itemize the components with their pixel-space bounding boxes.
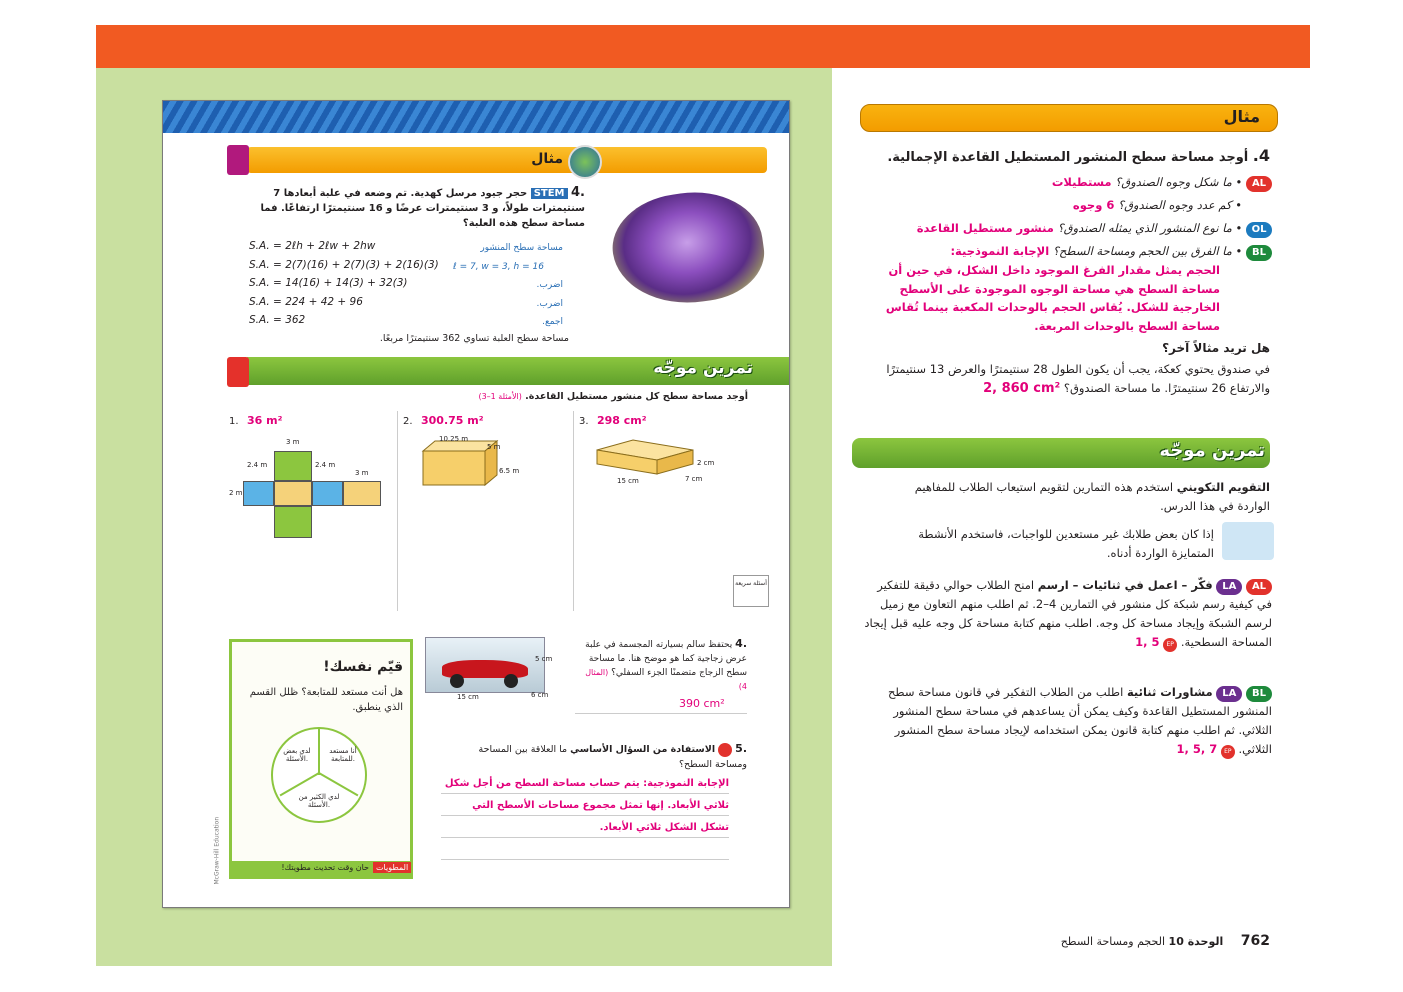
formative-title: التقويم التكويني [1176, 480, 1270, 494]
bullet-question: ما نوع المنشور الذي يمثله الصندوق؟ [1057, 221, 1232, 235]
note-line: اجمع. [542, 317, 563, 327]
answer-line [441, 793, 729, 794]
not-ready-text: إذا كان بعض طلابك غير مستعدين للواجبات، فاستخدم الأنشطة المتمايزة الواردة أدناه. [918, 527, 1214, 560]
ep-icon: EP [1221, 745, 1235, 759]
pair-exercise-list: 1, 5, 7 [1176, 742, 1218, 756]
exercise-3-number: 3. [579, 416, 589, 427]
guided-practice-heading: تمرين موجّه [1159, 440, 1265, 461]
bullet-row: OL • ما نوع المنشور الذي يمثله الصندوق؟ منشور مستطيل القاعدة [862, 217, 1272, 240]
exercise-4-number: .4 [735, 637, 747, 650]
conclusion: مساحة سطح العلبة تساوي 362 سنتيمترًا مربعًا. [379, 333, 569, 344]
equations [249, 237, 449, 330]
pair-discussion [862, 683, 1272, 759]
tutor-icon [227, 145, 249, 175]
foldables-label: المطويات [373, 862, 411, 873]
exercise-2-number: 2. [403, 416, 413, 427]
ep-icon: EP [1163, 638, 1177, 652]
geode-image [606, 183, 770, 313]
dim-label: 15 cm [617, 477, 639, 485]
pie-label: أنا مستعد للمتابعة. [329, 747, 357, 763]
header-stripe [163, 101, 789, 133]
dim-label: 3 m [286, 438, 300, 446]
exercise-5-title: الاستفادة من السؤال الأساسي [570, 744, 716, 755]
level-badge-la: LA [1216, 579, 1242, 595]
quick-questions-note: أسئلة سريعة [733, 575, 769, 607]
equation-line: S.A. = 2(7)(16) + 2(7)(3) + 2(16)(3) [249, 258, 439, 271]
formative-text: استخدم هذه التمارين لتقويم استيعاب الطلاب للمفاهيم الواردة في هذا الدرس. [914, 480, 1270, 513]
bullet-question: ما شكل وجوه الصندوق؟ [1115, 175, 1232, 189]
dim-label: 5 m [487, 443, 501, 451]
pie-label: لدي الكثير من الأسئلة. [298, 793, 340, 809]
problem-4 [235, 185, 585, 231]
question-4-text: أوجد مساحة سطح المنشور المستطيل القاعدة الإجمالية. [887, 150, 1249, 165]
another-example-text: في صندوق يحتوي كعكة، يجب أن يكون الطول 28 سنتيمترًا والعرض 13 سنتيمترًا والارتفاع 26 سنتيمترًا. ما مساحة الصندوق؟ [886, 362, 1270, 395]
bullet-question: كم عدد وجوه الصندوق؟ [1118, 198, 1232, 212]
level-badge-la: LA [1216, 686, 1242, 702]
pair-exercises [1176, 742, 1234, 756]
instruction [413, 391, 748, 402]
level-badge: OL [1246, 222, 1272, 238]
unit-title: الحجم ومساحة السطح [1060, 935, 1166, 948]
globe-icon [568, 145, 602, 179]
guided-practice-title: تمرين موجّه [653, 358, 753, 378]
check-icon [227, 357, 249, 387]
answer-line [441, 859, 729, 860]
pair-title: مشاورات ثنائية [1126, 685, 1213, 699]
bullet-answer: الإجابة النموذجية: [950, 244, 1050, 258]
exercise-1-net [229, 436, 389, 546]
dim-label: 3 m [355, 469, 369, 477]
exercise-5-number: .5 [735, 742, 747, 755]
level-badge-bl: BL [1246, 686, 1272, 702]
exercise-5 [453, 741, 747, 772]
equation-line: S.A. = 224 + 42 + 96 [249, 295, 363, 308]
bullet-row: AL • ما شكل وجوه الصندوق؟ مستطيلات [862, 171, 1272, 194]
question-4 [866, 146, 1270, 165]
another-example-answer: 2, 860 cm² [983, 380, 1061, 396]
student-page [162, 100, 790, 908]
bullet-answer: 6 وجوه [1072, 198, 1115, 212]
equation-line: S.A. = 14(16) + 14(3) + 32(3) [249, 277, 408, 289]
level-badge: BL [1246, 245, 1272, 261]
column-divider [573, 411, 574, 611]
dim-label: 10.25 m [439, 435, 469, 443]
question-bullets [862, 171, 1272, 263]
another-example [866, 360, 1270, 398]
bullet-row: • كم عدد وجوه الصندوق؟ 6 وجوه [1072, 198, 1242, 212]
note-line: مساحة سطح المنشور [480, 243, 563, 253]
exercise-4 [575, 637, 747, 694]
bullet-answer: منشور مستطيل القاعدة [916, 221, 1054, 235]
think-title: فكّر – اعمل في ثنائيات – ارسم [1037, 578, 1213, 592]
exercise-5-text: ما العلاقة بين المساحة ومساحة السطح؟ [478, 744, 747, 770]
dim-label: 2.4 m [247, 461, 268, 469]
answer-line [441, 837, 729, 838]
problem-text: حجر جيود مرسل كهدية. تم وضعه في علبة أبعادها 7 سنتيمترات طولاً، و 3 سنتيمترات عرضًا و 16 سنتيمترًا ارتفاعًا. فما مساحة سطح هذه العلبة؟ [260, 188, 585, 229]
page-footer [1000, 933, 1270, 949]
stem-badge: STEM [531, 188, 568, 199]
pair-text: اطلب من الطلاب التفكير في قانون مساحة سطح المنشور المستطيل القاعدة وكيف يمكن أن يساعدهم في مساحة سطح المنشور الثلاثي. ثم اطلب منهم كتابة قانون يمكن استخدامه لإيجاد مساحة سطح المنشور الثلاثي. [888, 685, 1272, 756]
note-line: اضرب. [536, 298, 563, 309]
bullet-row: BL • ما الفرق بين الحجم ومساحة السطح؟ الإجابة النموذجية: [862, 240, 1272, 263]
foldables-text: حان وقت تحديث مطويتك! [281, 863, 369, 872]
instruction-text: أوجد مساحة سطح كل منشور مستطيل القاعدة. [525, 391, 748, 402]
level-badge: AL [1246, 176, 1272, 192]
pie-divider [318, 729, 320, 775]
think-exercise-list: 1, 5 [1135, 635, 1160, 649]
pie-label: لدي بعض الأسئلة. [283, 747, 311, 763]
exercise-2-prism [413, 431, 533, 501]
bullet-question: ما الفرق بين الحجم ومساحة السطح؟ [1052, 244, 1232, 258]
another-example-title: هل تريد مثالاً آخر؟ [1162, 341, 1270, 355]
note-line: اضرب. [536, 280, 563, 290]
note-line: ℓ = 7, w = 3, h = 16 [453, 261, 544, 272]
equation-line: S.A. = 2ℓh + 2ℓw + 2hw [249, 240, 376, 252]
dim-label: 6 cm [531, 691, 549, 699]
column-divider [397, 411, 398, 611]
example-heading: مثال [1223, 107, 1260, 126]
dim-label: 15 cm [457, 693, 479, 701]
dim-label: 2 cm [697, 459, 715, 467]
dim-label: 2 m [229, 489, 243, 497]
examples-ref: (الأمثلة 1–3) [478, 392, 522, 401]
answer-line [441, 815, 729, 816]
exercise-1-answer: 36 m² [247, 414, 283, 427]
question-4-number: 4. [1252, 146, 1270, 165]
exercise-4-ref: (المثال 4) [585, 668, 747, 691]
think-exercises [1135, 635, 1177, 649]
lightbulb-icon [718, 743, 732, 757]
problem-number: .4 [571, 185, 585, 200]
exercise-4-answer: 390 cm² [679, 697, 725, 710]
exercise-5-answer: الإجابة النموذجية: يتم حساب مساحة السطح من أجل شكل ثلاثي الأبعاد. إنها تمثل مجموع مساحات الأسطح التي تشكل الشكل ثلاثي الأبعاد. [444, 778, 729, 833]
dim-label: 2.4 m [315, 461, 336, 469]
students-icon [1222, 522, 1274, 560]
page-number: 762 [1240, 933, 1270, 949]
bl-sample-answer: الحجم يمثل مقدار الفرغ الموجود داخل الشكل، في حين أن مساحة السطح هي مساحة الوجوه الموجودة على الأسطح الخارجية للشكل. يُقاس الحجم بالوحدات المكعبة بينما تُقاس مساحة السطح بالوحدات المربعة. [885, 263, 1220, 333]
exercise-4-text: يحتفظ سالم بسيارته المجسمة في علبة عرض زجاجية كما هو موضح هنا. ما مساحة سطح الزجاج متضمنًا الجزء السفلي؟ [585, 640, 747, 678]
equation-line: S.A. = 362 [249, 314, 306, 326]
dim-label: 6.5 m [499, 467, 520, 475]
top-header-bar [96, 25, 1310, 68]
publisher-credit: McGraw-Hill Education [213, 816, 221, 885]
dim-label: 7 cm [685, 475, 703, 483]
exercise-2-answer: 300.75 m² [421, 414, 484, 427]
equation-notes [453, 239, 563, 332]
self-check-title: قيّم نفسك! [323, 659, 403, 675]
exercise-3-answer: 298 cm² [597, 414, 647, 427]
unit-label: الوحدة 10 [1168, 935, 1224, 948]
exercise-1-number: 1. [229, 416, 239, 427]
dim-label: 5 cm [535, 655, 553, 663]
example-label: مثال [531, 151, 563, 167]
formative-assessment [890, 478, 1270, 516]
level-badge-al: AL [1246, 579, 1272, 595]
car-display-image [425, 637, 545, 693]
think-pair-draw [862, 576, 1272, 652]
bullet-answer: مستطيلات [1051, 175, 1112, 189]
answer-line [575, 713, 747, 714]
think-text: امنح الطلاب حوالي دقيقة للتفكير في كيفية رسم شبكة كل منشور في التمارين 4–2. ثم اطلب منهم التعاون مع زميل لرسم الشبكة وإيجاد مساحة كل وجه. اطلب منهم كتابة مساحة كل وجه عليه قبل إيجاد المساحة السطحية. [864, 578, 1272, 649]
self-check-question: هل أنت مستعد للمتابعة؟ ظلل القسم الذي ينطبق. [249, 687, 403, 713]
